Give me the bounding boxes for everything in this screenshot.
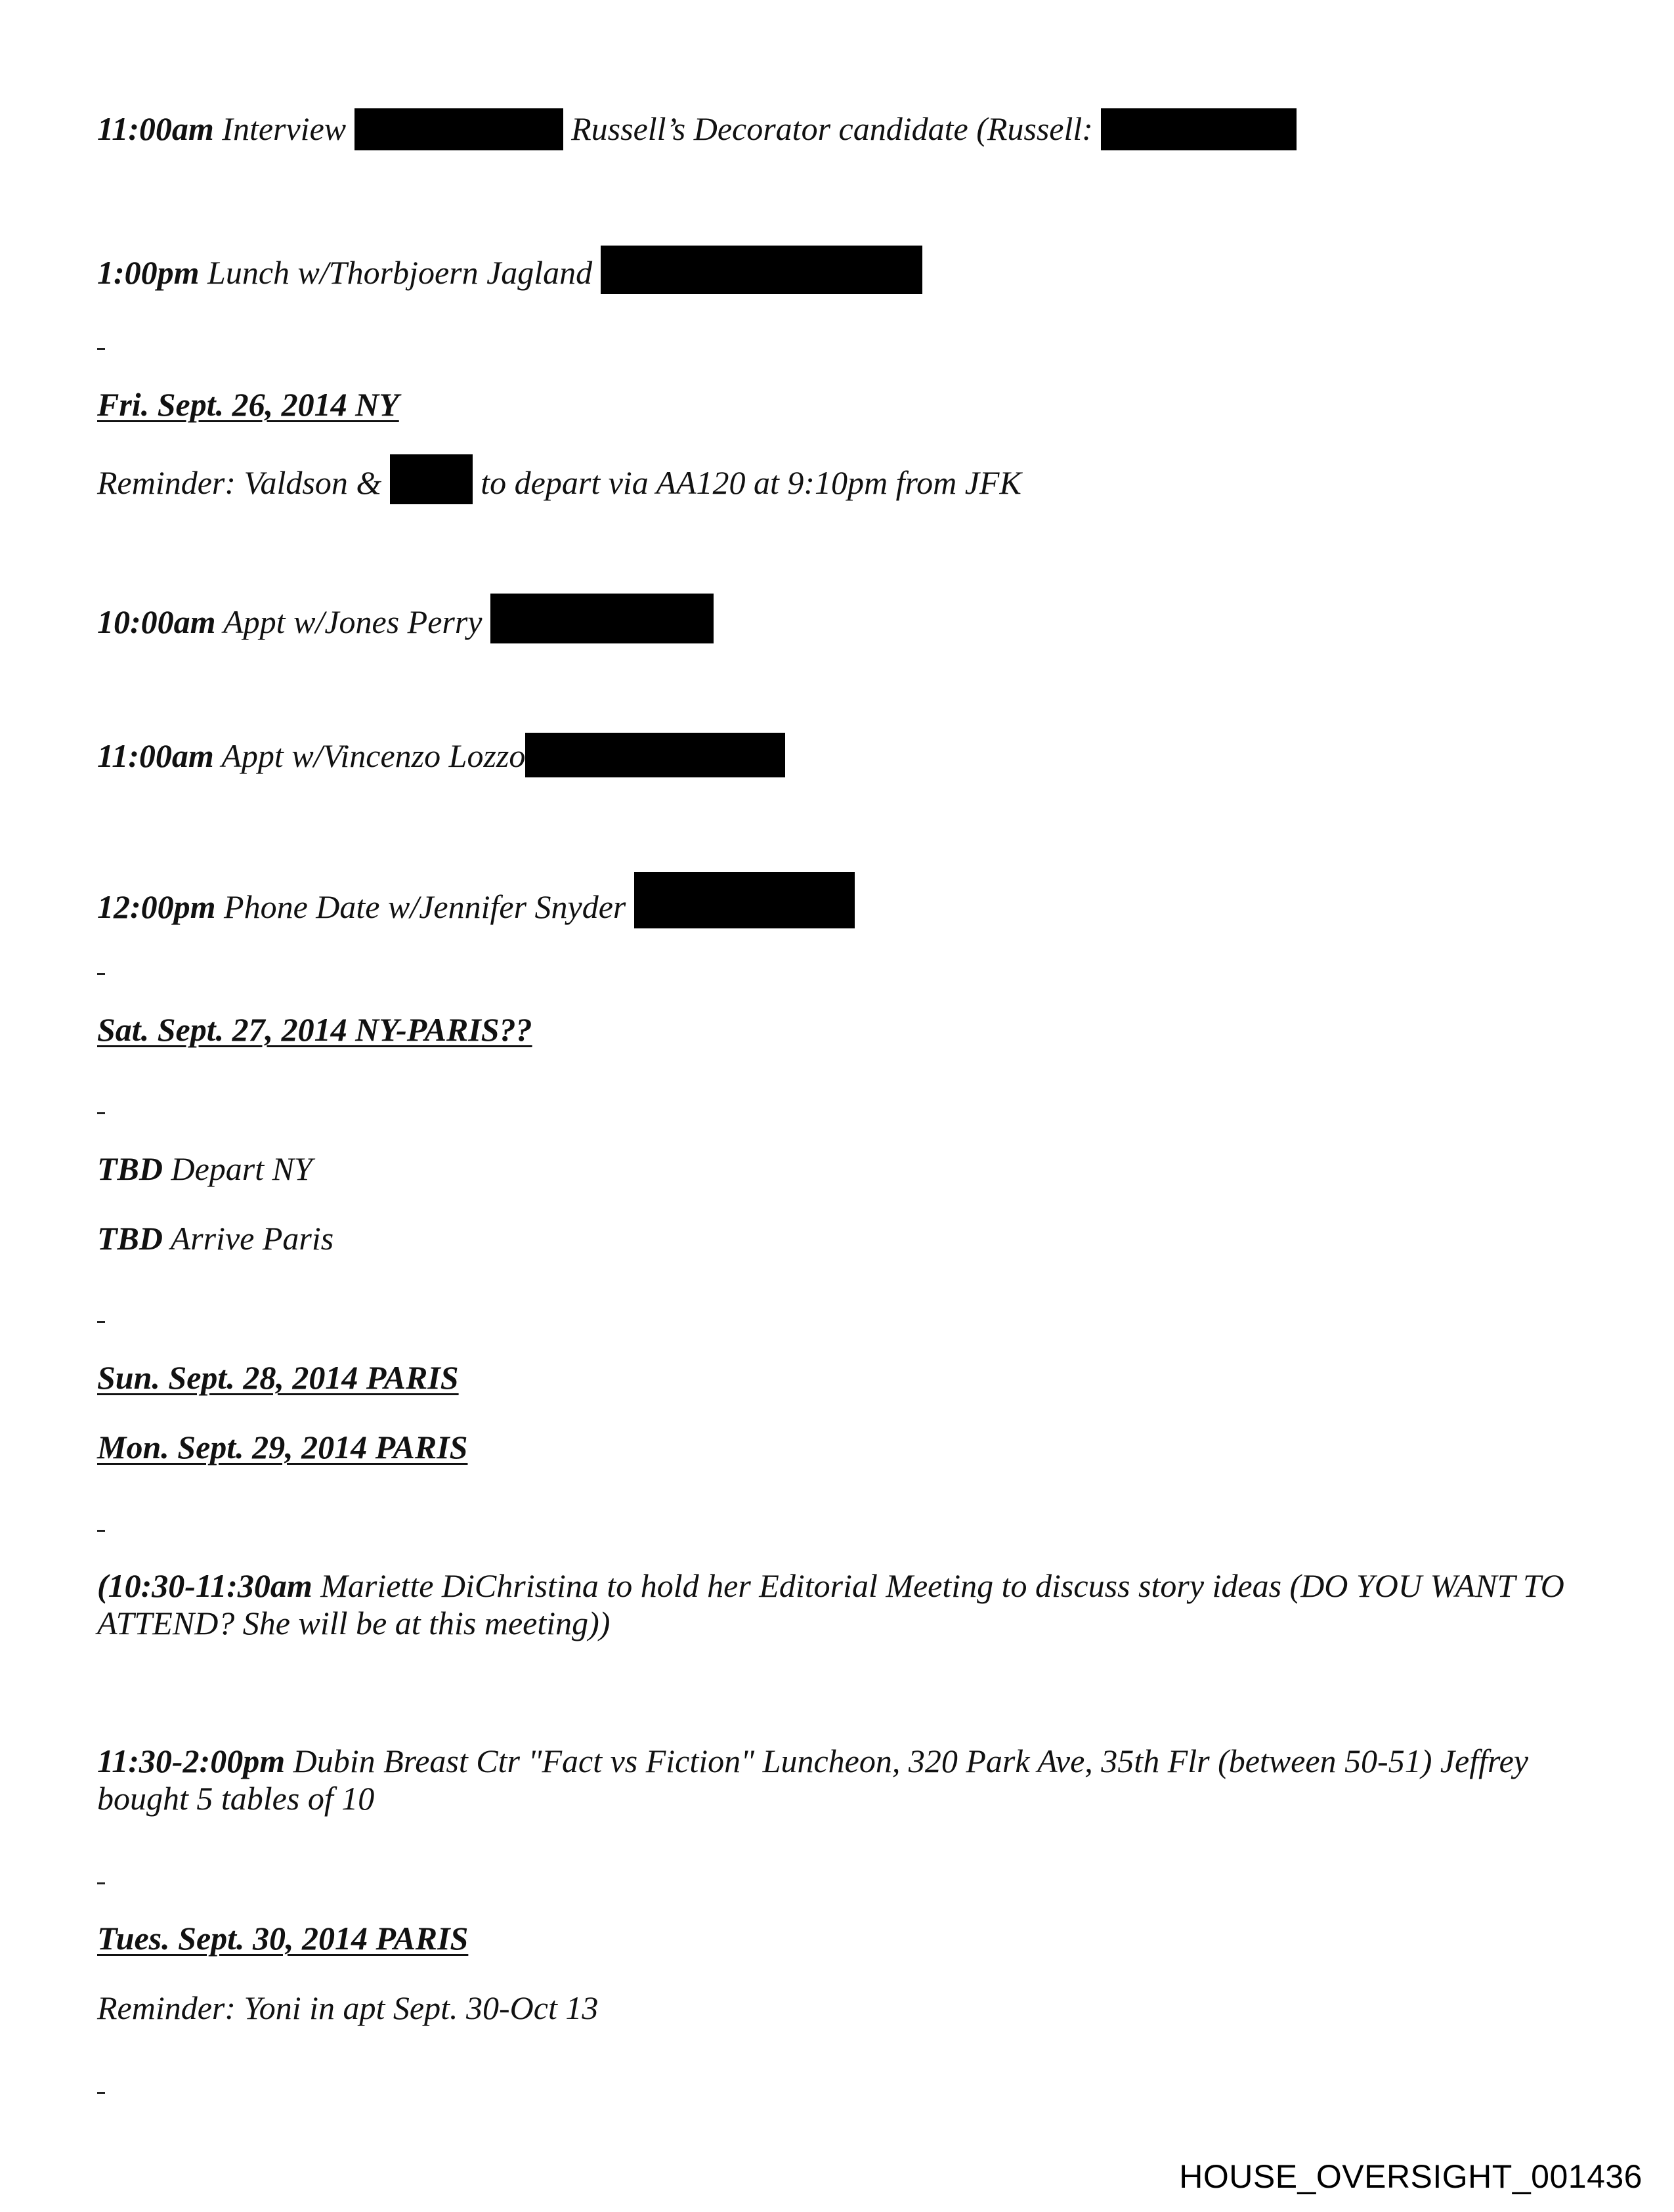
entry-reminder-yoni: Reminder: Yoni in apt Sept. 30-Oct 13 — [97, 1989, 599, 2026]
redaction-box — [490, 594, 714, 643]
date-header-sun-sept-28: Sun. Sept. 28, 2014 PARIS — [97, 1359, 459, 1396]
date-header-fri-sept-26: Fri. Sept. 26, 2014 NY — [97, 386, 399, 423]
entry-time: 11:30-2:00pm — [97, 1743, 286, 1779]
redaction-box — [525, 733, 785, 777]
entry-time: 1:00pm — [97, 254, 200, 291]
entry-appt-vincenzo-lozzo: 11:00am Appt w/Vincenzo Lozzo — [97, 733, 785, 777]
entry-time: TBD — [97, 1150, 163, 1187]
entry-lunch-jagland: 1:00pm Lunch w/Thorbjoern Jagland — [97, 246, 922, 294]
separator-dash — [97, 1321, 105, 1323]
redaction-box — [1101, 108, 1297, 150]
separator-dash — [97, 2092, 105, 2094]
entry-dubin-luncheon: 11:30-2:00pm Dubin Breast Ctr "Fact vs Fiction" Luncheon, 320 Park Ave, 35th Flr (between 50-51) Jeffrey bought 5 tables of 10 — [97, 1743, 1529, 1817]
entry-depart-ny: TBD Depart NY — [97, 1150, 312, 1187]
entry-time: TBD — [97, 1220, 163, 1257]
redaction-box — [634, 872, 855, 928]
redaction-box — [390, 454, 473, 504]
entry-interview-decorator: 11:00am Interview Russell’s Decorator candidate (Russell: — [97, 108, 1297, 150]
entry-appt-jones-perry: 10:00am Appt w/Jones Perry — [97, 594, 714, 643]
entry-reminder-valdson: Reminder: Valdson & to depart via AA120 at 9:10pm from JFK — [97, 454, 1021, 504]
entry-time: (10:30-11:30am — [97, 1567, 312, 1604]
entry-editorial-meeting: (10:30-11:30am Mariette DiChristina to hold her Editorial Meeting to discuss story ideas (DO YOU WANT TO ATTEND? She will be at this meeting)) — [97, 1567, 1564, 1641]
separator-dash — [97, 973, 105, 975]
entry-time: 11:00am — [97, 737, 214, 774]
separator-dash — [97, 1882, 105, 1884]
redaction-box — [354, 108, 563, 150]
separator-dash — [97, 1530, 105, 1532]
redaction-box — [601, 246, 922, 294]
date-header-sat-sept-27: Sat. Sept. 27, 2014 NY-PARIS?? — [97, 1011, 532, 1048]
entry-time: 10:00am — [97, 603, 216, 640]
entry-time: 12:00pm — [97, 888, 216, 925]
entry-phone-jennifer-snyder: 12:00pm Phone Date w/Jennifer Snyder — [97, 872, 855, 928]
entry-time: 11:00am — [97, 110, 214, 147]
date-header-tues-sept-30: Tues. Sept. 30, 2014 PARIS — [97, 1920, 469, 1957]
bates-number: HOUSE_OVERSIGHT_001436 — [1179, 2158, 1642, 2195]
separator-dash — [97, 348, 105, 350]
separator-dash — [97, 1112, 105, 1114]
date-header-mon-sept-29: Mon. Sept. 29, 2014 PARIS — [97, 1429, 468, 1465]
entry-arrive-paris: TBD Arrive Paris — [97, 1220, 334, 1257]
